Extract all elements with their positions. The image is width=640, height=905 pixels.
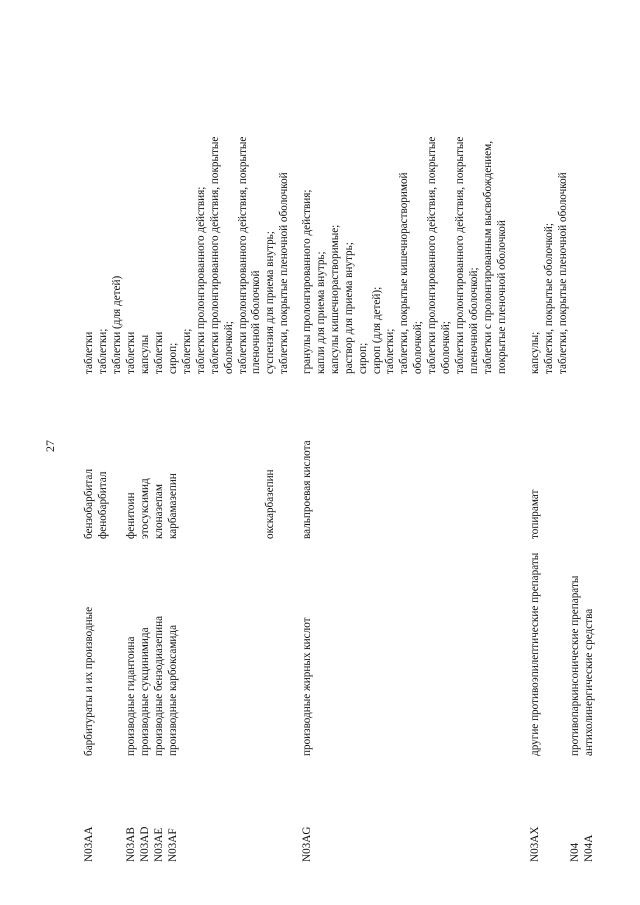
drug-name: вальпроевая кислота [301,440,313,539]
dosage-form: таблетки пролонгированного действия, покрытые [453,136,466,374]
dosage-form: сироп (для детей); [370,286,383,374]
dosage-form: таблетки [125,331,137,374]
dosage-form: таблетки пролонгированного действия, покрытые [208,136,221,374]
dosage-form: таблетки пролонгированного действия; [194,186,207,374]
dosage-form: оболочкой; [222,321,235,374]
dosage-form: гранулы пролонгированного действия; [301,189,313,374]
group-name: производные жирных кислот [301,617,313,756]
dosage-form: покрытые пленочной оболочкой [495,220,508,374]
dosage-form: таблетки, покрытые пленочной оболочкой [556,172,569,374]
atc-code: N03AA [83,826,95,862]
drug-name: клоназепам [153,484,165,539]
atc-code: N04A [583,834,595,862]
page-number: 27 [43,440,57,452]
drug-name: окскарбазепин [264,469,277,539]
dosage-form: суспензия для приема внутрь; [264,231,277,374]
dosage-form: таблетки пролонгированного действия, покрытые [426,136,439,374]
atc-code: N03AF [167,828,179,862]
dosage-form: капсулы; [529,331,541,374]
group-name: производные сукцинимида [139,627,151,756]
dosage-form: таблетки [153,331,165,374]
dosage-form: сироп; [167,342,179,374]
dosage-form: таблетки с пролонгированным высвобождением, [481,140,494,374]
atc-code: N04 [569,842,581,862]
group-name: противопаркинсонические препараты [569,575,581,756]
dosage-form: таблетки, покрытые пленочной оболочкой [278,172,291,374]
drug-name: топирамат [529,489,541,539]
dosage-form: капли для приема внутрь; [314,251,327,374]
atc-code: N03AB [125,827,137,862]
dosage-form: капсулы кишечнорастворимые; [328,224,341,374]
drug-name: бензобарбитал [83,468,95,539]
group-name: производные карбоксамида [167,624,179,756]
group-name: другие противоэпилептические препараты [529,552,541,756]
dosage-form: таблетки, покрытые кишечнорастворимой [398,172,411,374]
atc-code: N03AG [301,826,313,862]
dosage-form: таблетки пролонгированного действия, покрытые [236,136,249,374]
atc-code: N03AX [529,826,541,862]
dosage-form: таблетки (для детей) [110,275,123,374]
drug-name: карбамазепин [167,473,179,539]
atc-code: N03AD [139,826,151,862]
dosage-form: капсулы [139,334,151,374]
group-name: антихолинергические средства [583,608,595,756]
dosage-form: таблетки; [96,328,109,374]
group-name: производные бензодиазепина [153,615,165,756]
dosage-form: оболочкой; [412,321,425,374]
drug-name: этосуксимид [139,478,151,539]
dosage-form: таблетки; [384,328,397,374]
group-name: производные гидантоина [125,636,137,756]
group-name: барбитураты и их производные [83,606,95,756]
drug-name: фенобарбитал [96,471,109,539]
dosage-form: таблетки [83,331,95,374]
dosage-form: таблетки; [180,328,193,374]
dosage-form: пленочной оболочкой [250,270,263,374]
drug-name: фенитоин [125,492,137,539]
dosage-form: оболочкой; [440,321,452,374]
atc-code: N03AE [153,827,165,862]
dosage-form: таблетки, покрытые оболочкой; [542,223,555,374]
dosage-form: пленочной оболочкой; [467,267,480,374]
dosage-form: сироп; [356,342,369,374]
dosage-form: раствор для приема внутрь; [342,242,355,374]
